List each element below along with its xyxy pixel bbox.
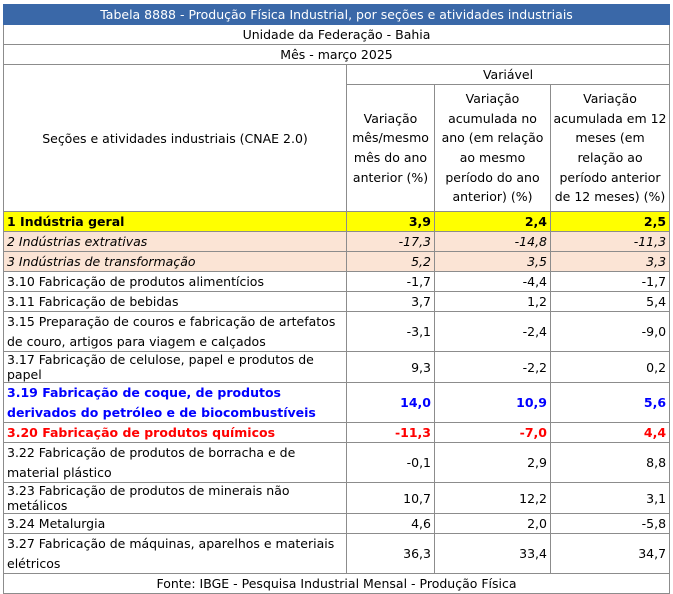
cell-year-to-date: 2,0 <box>435 514 551 534</box>
cell-12-months: 2,5 <box>551 212 670 232</box>
cell-year-to-date: 1,2 <box>435 292 551 312</box>
cell-12-months: 0,2 <box>551 352 670 383</box>
territory-label: Unidade da Federação - Bahia <box>4 25 670 45</box>
cell-year-to-date: 12,2 <box>435 483 551 514</box>
cell-12-months: -5,8 <box>551 514 670 534</box>
cell-year-to-date: 2,4 <box>435 212 551 232</box>
cell-12-months: 34,7 <box>551 534 670 574</box>
cell-monthly: -1,7 <box>347 272 435 292</box>
cell-12-months: 3,1 <box>551 483 670 514</box>
cell-12-months: 5,4 <box>551 292 670 312</box>
cell-12-months: 4,4 <box>551 423 670 443</box>
row-label: 3.22 Fabricação de produtos de borracha e de material plástico <box>4 443 347 483</box>
cell-monthly: -3,1 <box>347 312 435 352</box>
cell-year-to-date: -7,0 <box>435 423 551 443</box>
table-row <box>4 443 670 483</box>
cell-12-months: -11,3 <box>551 232 670 252</box>
column-header-monthly: Variação mês/mesmo mês do ano anterior (%) <box>347 85 435 212</box>
cell-monthly: 9,3 <box>347 352 435 383</box>
table-row <box>4 352 670 383</box>
cell-monthly: -0,1 <box>347 443 435 483</box>
cell-monthly: 3,7 <box>347 292 435 312</box>
cell-year-to-date: -2,4 <box>435 312 551 352</box>
table-row <box>4 272 670 292</box>
cell-monthly: 10,7 <box>347 483 435 514</box>
cell-year-to-date: -4,4 <box>435 272 551 292</box>
column-header-12-months: Variação acumulada em 12 meses (em relação ao período anterior de 12 meses) (%) <box>551 85 670 212</box>
cell-12-months: -1,7 <box>551 272 670 292</box>
cell-year-to-date: 33,4 <box>435 534 551 574</box>
table-row <box>4 252 670 272</box>
cell-12-months: -9,0 <box>551 312 670 352</box>
cell-monthly: 4,6 <box>347 514 435 534</box>
table-row <box>4 514 670 534</box>
table-row <box>4 383 670 423</box>
row-label: 3.15 Preparação de couros e fabricação de artefatos de couro, artigos para viagem e calçados <box>4 312 347 352</box>
row-label: 1 Indústria geral <box>4 212 347 232</box>
section-header: Seções e atividades industriais (CNAE 2.0) <box>4 65 347 212</box>
row-label: 3.10 Fabricação de produtos alimentícios <box>4 272 347 292</box>
cell-12-months: 5,6 <box>551 383 670 423</box>
cell-monthly: 36,3 <box>347 534 435 574</box>
cell-monthly: 3,9 <box>347 212 435 232</box>
cell-monthly: -17,3 <box>347 232 435 252</box>
variable-header: Variável <box>347 65 670 85</box>
table-row <box>4 212 670 232</box>
row-label: 3.17 Fabricação de celulose, papel e produtos de papel <box>4 352 347 383</box>
cell-year-to-date: 3,5 <box>435 252 551 272</box>
row-label: 3.19 Fabricação de coque, de produtos derivados do petróleo e de biocombustíveis <box>4 383 347 423</box>
row-label: 3.27 Fabricação de máquinas, aparelhos e materiais elétricos <box>4 534 347 574</box>
table-row <box>4 292 670 312</box>
cell-year-to-date: -2,2 <box>435 352 551 383</box>
table-row <box>4 423 670 443</box>
cell-12-months: 8,8 <box>551 443 670 483</box>
cell-year-to-date: 2,9 <box>435 443 551 483</box>
column-header-year-to-date: Variação acumulada no ano (em relação ao mesmo período do ano anterior) (%) <box>435 85 551 212</box>
table-row <box>4 483 670 514</box>
table-footer-source: Fonte: IBGE - Pesquisa Industrial Mensal - Produção Física <box>4 574 670 594</box>
data-table <box>3 4 670 594</box>
row-label: 3.11 Fabricação de bebidas <box>4 292 347 312</box>
table-row <box>4 312 670 352</box>
cell-monthly: 14,0 <box>347 383 435 423</box>
row-label: 3.23 Fabricação de produtos de minerais não metálicos <box>4 483 347 514</box>
cell-year-to-date: 10,9 <box>435 383 551 423</box>
period-label: Mês - março 2025 <box>4 45 670 65</box>
row-label: 3.24 Metalurgia <box>4 514 347 534</box>
table-row <box>4 232 670 252</box>
row-label: 2 Indústrias extrativas <box>4 232 347 252</box>
cell-12-months: 3,3 <box>551 252 670 272</box>
cell-monthly: 5,2 <box>347 252 435 272</box>
row-label: 3.20 Fabricação de produtos químicos <box>4 423 347 443</box>
cell-monthly: -11,3 <box>347 423 435 443</box>
table-title: Tabela 8888 - Produção Física Industrial, por seções e atividades industriais <box>4 5 670 25</box>
row-label: 3 Indústrias de transformação <box>4 252 347 272</box>
cell-year-to-date: -14,8 <box>435 232 551 252</box>
